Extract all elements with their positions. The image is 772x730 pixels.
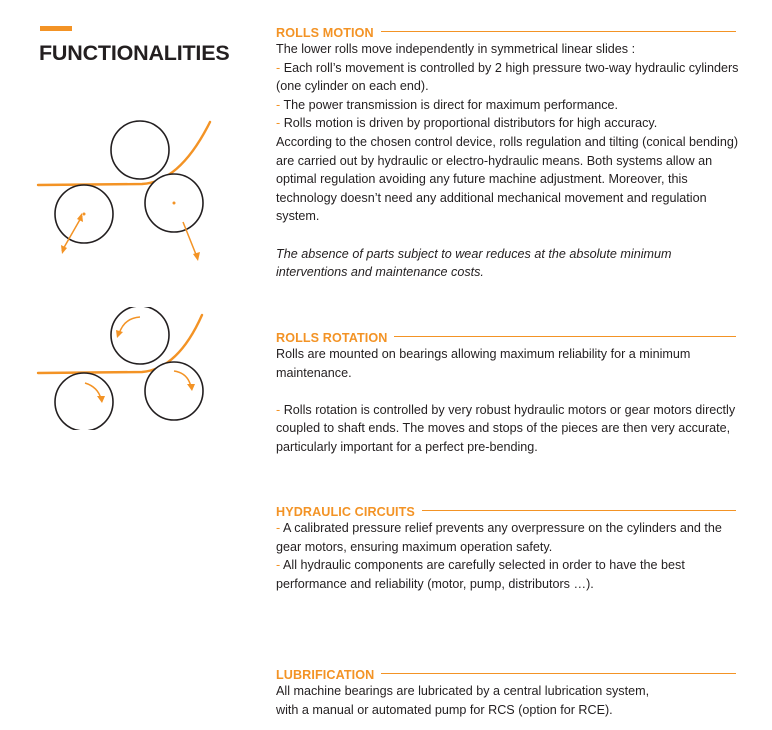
bullet-item: - Rolls rotation is controlled by very robust hydraulic motors or gear motors directly coupled to shaft ends. The moves and stops of the pieces are then very accurate, particularly important for a perfect pre-bending. — [276, 402, 736, 454]
section-hydraulic-circuits — [276, 503, 746, 593]
bullet-item: - The power transmission is direct for maximum performance. — [276, 97, 619, 112]
bullet-item: - Each roll’s movement is controlled by 2 high pressure two-way hydraulic cylinders (one cylinder on each end). — [276, 60, 739, 94]
title-accent-bar — [40, 26, 72, 31]
left-roll-center — [83, 213, 86, 216]
section-rolls-motion — [276, 24, 746, 282]
section-intro: The lower rolls move independently in symmetrical linear slides : — [276, 42, 636, 56]
section-title: LUBRIFICATION — [276, 667, 381, 683]
right-bottom-roll — [145, 362, 203, 420]
section-lubrification — [276, 666, 746, 719]
rolls-rotation-diagram — [30, 307, 220, 430]
right-motion-arrow — [183, 222, 200, 261]
top-roll — [111, 121, 169, 179]
section-line: with a manual or automated pump for RCS (option for RCE). — [276, 702, 613, 717]
top-roll — [111, 307, 169, 364]
section-title: ROLLS ROTATION — [276, 330, 394, 346]
rolls-motion-diagram — [30, 112, 220, 267]
section-line: All machine bearings are lubricated by a central lubrication system, — [276, 684, 650, 698]
section-title: ROLLS MOTION — [276, 25, 381, 41]
bullet-item: - Rolls motion is driven by proportional distributors for high accuracy. — [276, 116, 658, 131]
bullet-item: - All hydraulic components are carefully selected in order to have the best performance and reliability (motor, pump, distributors …). — [276, 558, 685, 591]
section-intro: Rolls are mounted on bearings allowing maximum reliability for a minimum maintenance. — [276, 347, 691, 380]
right-roll-center — [173, 202, 176, 205]
section-rolls-rotation — [276, 329, 746, 457]
section-title: HYDRAULIC CIRCUITS — [276, 504, 422, 520]
bullet-item: - A calibrated pressure relief prevents any overpressure on the cylinders and the gear motors, ensuring maximum operation safety. — [276, 521, 722, 554]
maintenance-note: The absence of parts subject to wear reduces at the absolute minimum interventions and maintenance costs. — [276, 246, 672, 280]
left-bottom-roll — [55, 373, 113, 430]
section-paragraph: According to the chosen control device, rolls regulation and tilting (conical bending) are carried out by hydraulic or electro-hydraulic means. Both systems allow an optimal regulation avoiding any future machine adjustment. Moreover, this technology doesn’t need any additional mechanical movement and regulation system. — [276, 134, 739, 224]
page-title: FUNCTIONALITIES — [39, 41, 230, 65]
